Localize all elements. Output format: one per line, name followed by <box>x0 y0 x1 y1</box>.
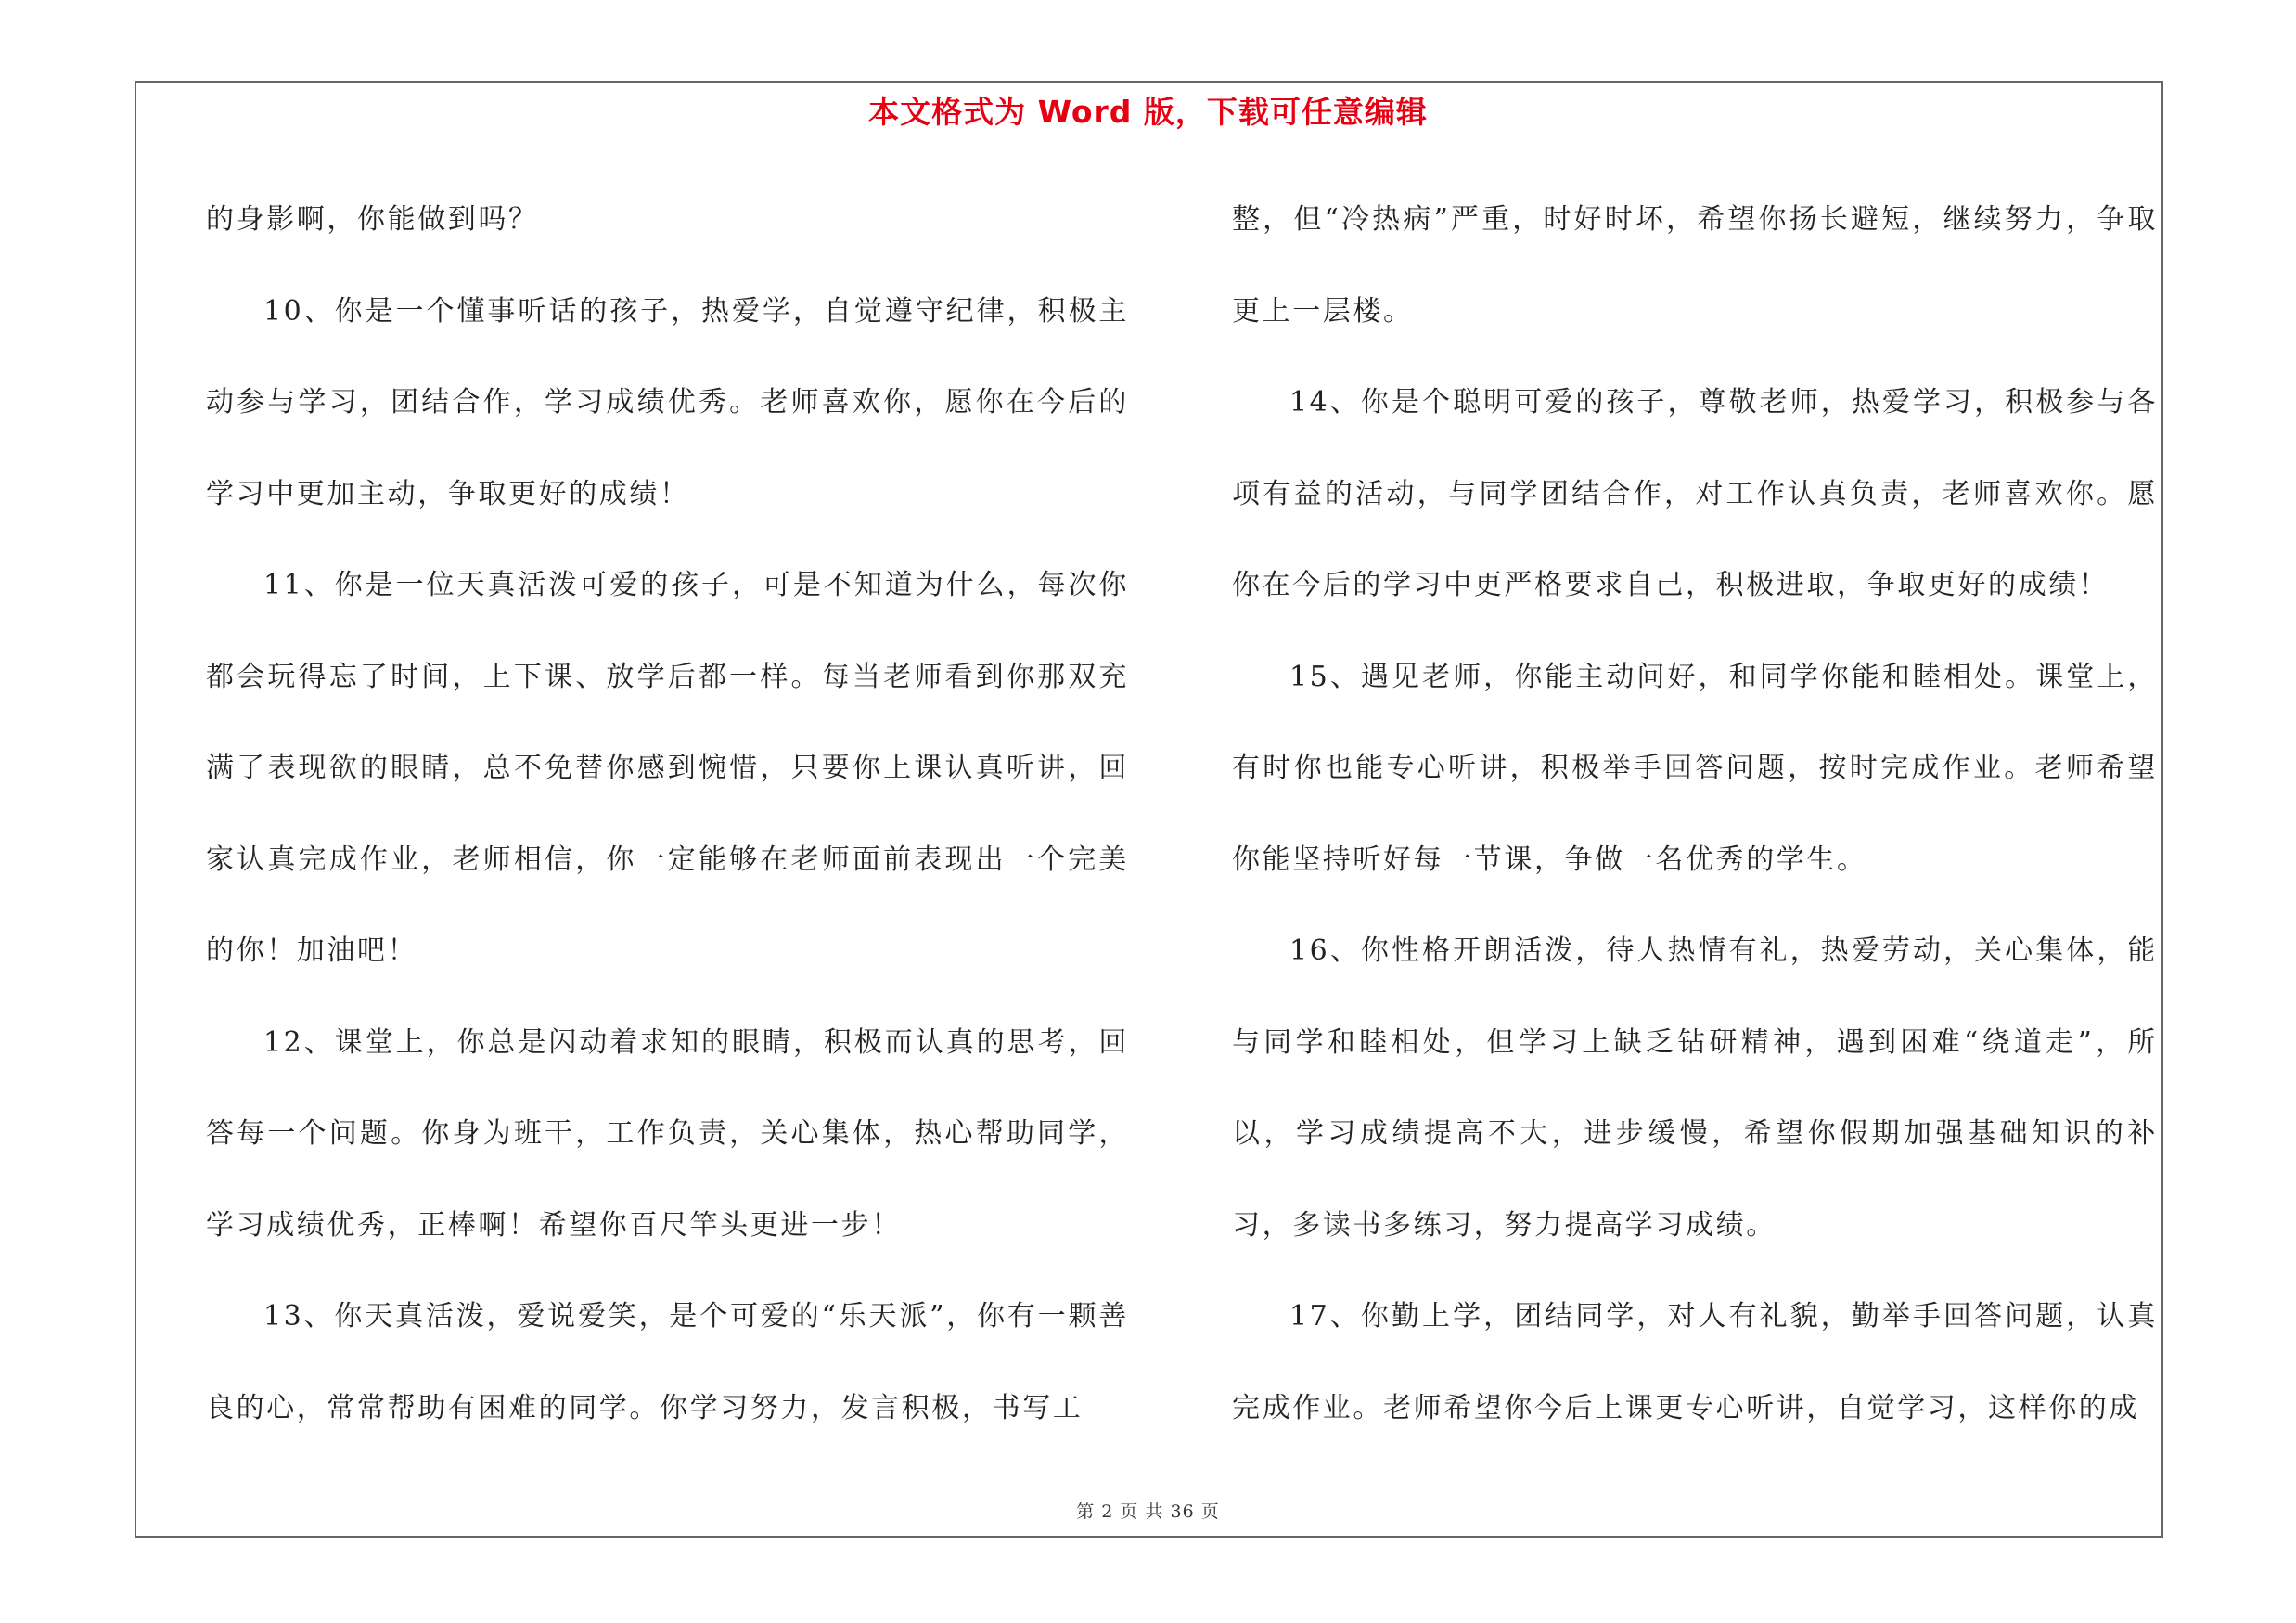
paragraph: 16、你性格开朗活泼，待人热情有礼，热爱劳动，关心集体，能与同学和睦相处，但学习上缺乏钻研精神，遇到困难“绕道走”，所以，学习成绩提高不大，进步缓慢，希望你假期加强基础知识的补习，多读书多练习，努力提高学习成绩。 <box>1232 934 2158 1242</box>
paragraph: 13、你天真活泼，爱说爱笑，是个可爱的“乐天派”，你有一颗善良的心，常常帮助有困难的同学。你学习努力，发言积极，书写工 <box>206 1300 1129 1424</box>
paragraph: 整，但“冷热病”严重，时好时坏，希望你扬长避短，继续努力，争取更上一层楼。 <box>1232 203 2158 328</box>
header-banner: 本文格式为 Word 版，下载可任意编辑 <box>868 94 1428 130</box>
paragraph: 14、你是个聪明可爱的孩子，尊敬老师，热爱学习，积极参与各项有益的活动，与同学团结合作，对工作认真负责，老师喜欢你。愿你在今后的学习中更严格要求自己，积极进取，争取更好的成绩！ <box>1232 386 2158 601</box>
left-column <box>206 174 1129 1454</box>
paragraph: 12、课堂上，你总是闪动着求知的眼睛，积极而认真的思考，回答每一个问题。你身为班干，工作负责，关心集体，热心帮助同学，学习成绩优秀，正棒啊！希望你百尺竿头更进一步！ <box>206 1025 1129 1242</box>
paragraph: 的身影啊，你能做到吗？ <box>206 203 539 236</box>
paragraph: 11、你是一位天真活泼可爱的孩子，可是不知道为什么，每次你都会玩得忘了时间，上下课、放学后都一样。每当老师看到你那双充满了表现欲的眼睛，总不免替你感到惋惜，只要你上课认真听讲，回家认真完成作业，老师相信，你一定能够在老师面前表现出一个完美的你！加油吧！ <box>206 569 1129 967</box>
paragraph: 10、你是一个懂事听话的孩子，热爱学，自觉遵守纪律，积极主动参与学习，团结合作，学习成绩优秀。老师喜欢你，愿你在今后的学习中更加主动，争取更好的成绩！ <box>206 294 1129 510</box>
page-number: 第 2 页 共 36 页 <box>1076 1501 1220 1522</box>
paragraph: 17、你勤上学，团结同学，对人有礼貌，勤举手回答问题，认真完成作业。老师希望你今后上课更专心听讲，自觉学习，这样你的成 <box>1232 1300 2158 1424</box>
right-column <box>1232 174 2158 1454</box>
paragraph: 15、遇见老师，你能主动问好，和同学你能和睦相处。课堂上，有时你也能专心听讲，积极举手回答问题，按时完成作业。老师希望你能坚持听好每一节课，争做一名优秀的学生。 <box>1232 660 2158 876</box>
